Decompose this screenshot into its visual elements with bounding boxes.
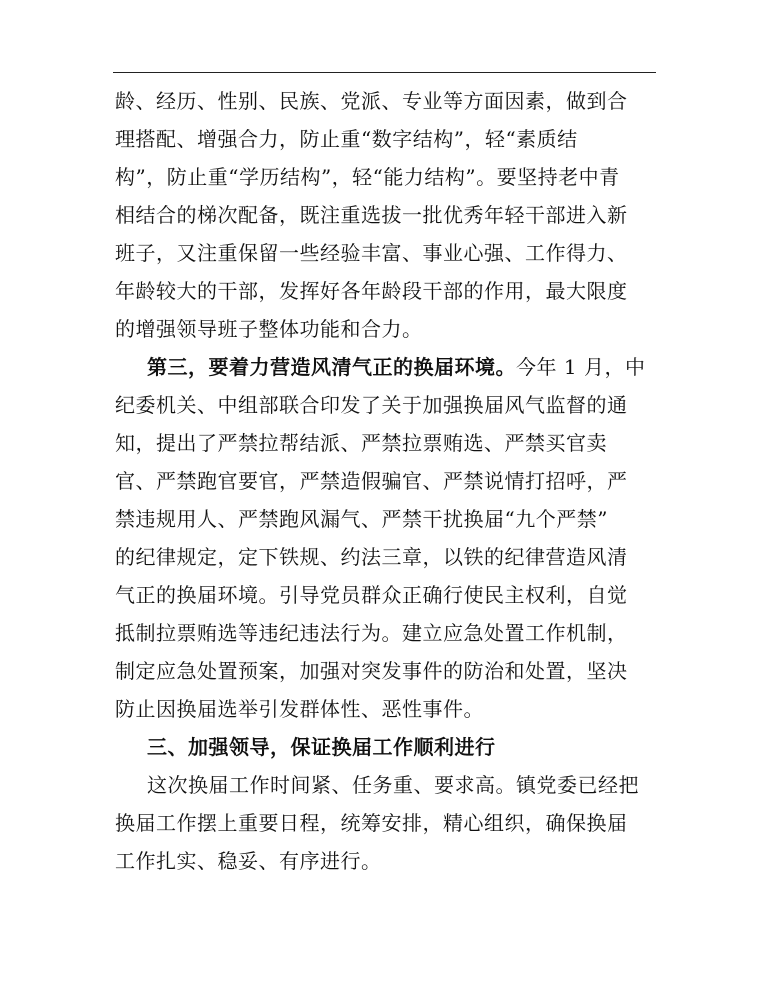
body-line: 气正的换届环境。引导党员群众正确行使民主权利，自觉 [115, 583, 628, 607]
header-divider [113, 72, 656, 73]
body-line: 的纪律规定，定下铁规、约法三章，以铁的纪律营造风清 [115, 545, 628, 569]
body-line: 工作扎实、稳妥、有序进行。 [115, 849, 382, 873]
body-line: 理搭配、增强合力，防止重“数字结构”，轻“素质结 [115, 127, 578, 151]
section-three-heading: 三、加强领导，保证换届工作顺利进行 [147, 735, 496, 759]
body-line: 禁违规用人、严禁跑风漏气、严禁干扰换届“九个严禁” [115, 507, 608, 531]
point-three-first-line [147, 352, 660, 382]
body-line: 官、严禁跑官要官，严禁造假骗官、严禁说情打招呼，严 [115, 469, 628, 493]
body-line: 班子，又注重保留一些经验丰富、事业心强、工作得力、 [115, 241, 628, 265]
point-three-first-line-text: 今年 1 月，中 [516, 355, 646, 379]
body-line: 换届工作摆上重要日程，统筹安排，精心组织，确保换届 [115, 811, 628, 835]
body-line: 龄、经历、性别、民族、党派、专业等方面因素，做到合 [115, 89, 628, 113]
body-line: 制定应急处置预案，加强对突发事件的防治和处置，坚决 [115, 659, 628, 683]
body-line: 纪委机关、中组部联合印发了关于加强换届风气监督的通 [115, 393, 628, 417]
body-line: 这次换届工作时间紧、任务重、要求高。镇党委已经把 [147, 773, 639, 797]
body-line: 知，提出了严禁拉帮结派、严禁拉票贿选、严禁买官卖 [115, 431, 607, 455]
body-line: 抵制拉票贿选等违纪违法行为。建立应急处置工作机制， [115, 621, 628, 645]
body-line: 的增强领导班子整体功能和合力。 [115, 317, 423, 341]
body-line: 构”，防止重“学历结构”，轻“能力结构”。要坚持老中青 [115, 165, 620, 189]
body-line: 相结合的梯次配备，既注重选拔一批优秀年轻干部进入新 [115, 203, 628, 227]
body-line: 年龄较大的干部，发挥好各年龄段干部的作用，最大限度 [115, 279, 628, 303]
body-line: 防止因换届选举引发群体性、恶性事件。 [115, 697, 484, 721]
point-three-heading: 第三，要着力营造风清气正的换届环境。 [147, 355, 516, 379]
